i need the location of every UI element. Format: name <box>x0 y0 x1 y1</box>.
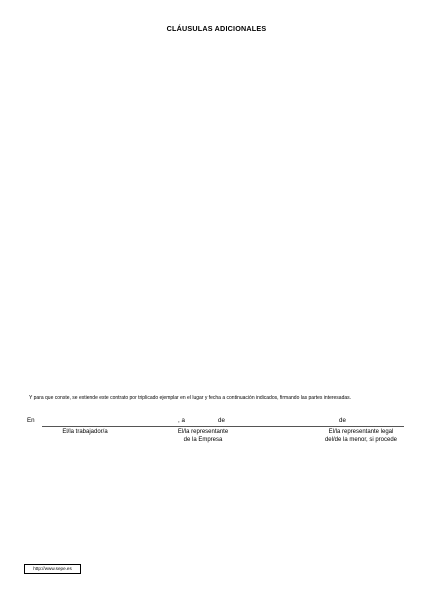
footer-url-link[interactable]: http://www.sepe.es <box>33 566 72 571</box>
page-title: CLÁUSULAS ADICIONALES <box>166 24 267 33</box>
company-signature-label <box>158 429 248 444</box>
date-a-label: , a <box>178 417 185 424</box>
legal-rep-signature-line1: El/la representante legal <box>328 429 394 435</box>
place-date-row <box>27 417 407 429</box>
place-date-line <box>42 426 404 427</box>
legal-rep-signature-label <box>305 429 417 444</box>
worker-signature-text: El/la trabajador/a <box>62 429 108 435</box>
month-de-label: de <box>218 417 225 424</box>
place-label: En <box>27 417 35 424</box>
legal-rep-signature-line2: del/de la menor, si procede <box>324 436 398 443</box>
closing-statement: Y para que conste, se extiende este contrato por triplicado ejemplar en el lugar y fecha a continuación indicados, firmando las partes interesadas. <box>29 395 352 401</box>
footer-url-box[interactable] <box>24 564 81 574</box>
year-de-label: de <box>339 417 346 424</box>
company-signature-line1: El/la representante <box>177 429 229 435</box>
company-signature-line2: de la Empresa <box>183 436 223 443</box>
worker-signature-label <box>40 429 130 437</box>
